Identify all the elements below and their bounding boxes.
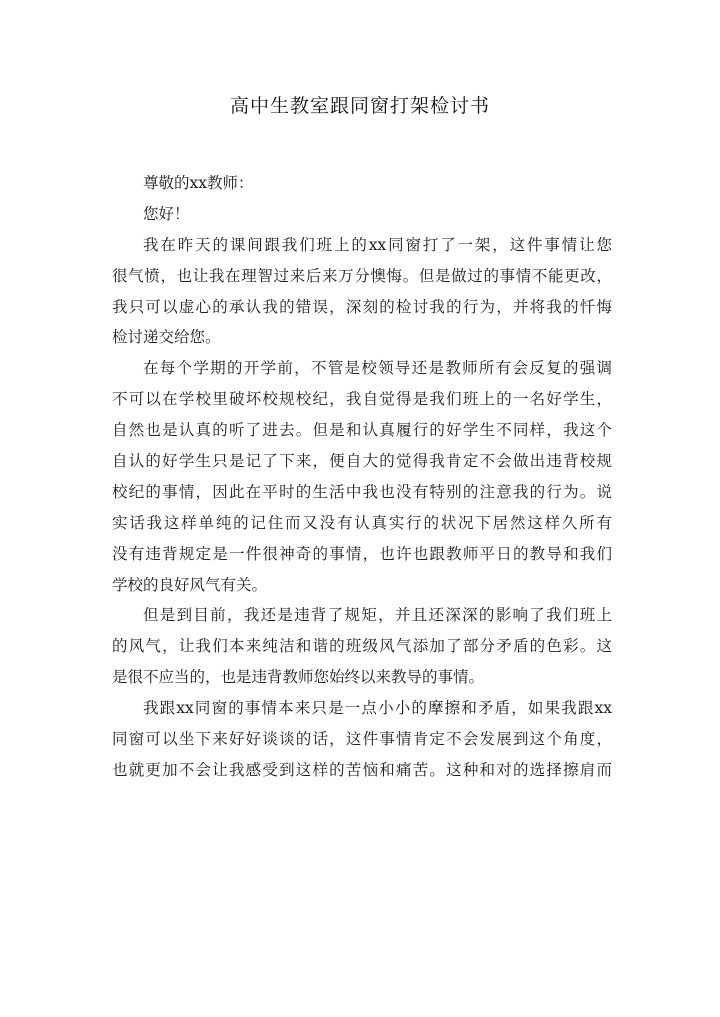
text-line: 没有违背规定是一件很神奇的事情，也许也跟教师平日的教导和我们 — [112, 544, 612, 563]
text-line: 不可以在学校里破坏校规校纪，我自觉得是我们班上的一名好学生， — [112, 390, 612, 409]
text-line: 我跟xx同窗的事情本来只是一点小小的摩擦和矛盾，如果我跟xx — [143, 699, 612, 718]
text-line: 自然也是认真的听了进去。但是和认真履行的好学生不同样，我这个 — [112, 421, 612, 440]
text-line: 检讨递交给您。 — [112, 328, 221, 347]
text-line: 但是到目前，我还是违背了规矩，并且还深深的影响了我们班上 — [143, 606, 612, 625]
text-line: 我只可以虚心的承认我的错误，深刻的检讨我的行为，并将我的忏悔 — [112, 297, 612, 316]
text-line: 尊敬的xx教师： — [143, 174, 254, 192]
text-line: 自认的好学生只是记了下来，便自大的觉得我肯定不会做出违背校规 — [112, 452, 612, 471]
text-line: 很气愤，也让我在理智过来后来万分懊悔。但是做过的事情不能更改， — [112, 266, 612, 285]
text-line: 您好！ — [143, 204, 190, 223]
text-line: 也就更加不会让我感受到这样的苦恼和痛苦。这种和对的选择擦肩而 — [112, 760, 612, 779]
text-line: 是很不应当的，也是违背教师您始终以来教导的事情。 — [112, 668, 485, 687]
document-body — [112, 168, 612, 786]
text-line: 的风气，让我们本来纯洁和谐的班级风气添加了部分矛盾的色彩。这 — [112, 637, 612, 656]
text-line: 同窗可以坐下来好好谈谈的话，这件事情肯定不会发展到这个角度， — [112, 730, 612, 749]
text-line: 学校的良好风气有关。 — [112, 575, 268, 594]
text-line: 我在昨天的课间跟我们班上的xx同窗打了一架，这件事情让您 — [143, 235, 612, 254]
text-line: 实话我这样单纯的记住而又没有认真实行的状况下居然这样久所有 — [112, 513, 612, 532]
text-line: 在每个学期的开学前，不管是校领导还是教师所有会反复的强调 — [143, 359, 612, 378]
document-title: 高中生教室跟同窗打架检讨书 — [229, 95, 490, 117]
text-line: 校纪的事情，因此在平时的生活中我也没有特别的注意我的行为。说 — [112, 482, 612, 501]
